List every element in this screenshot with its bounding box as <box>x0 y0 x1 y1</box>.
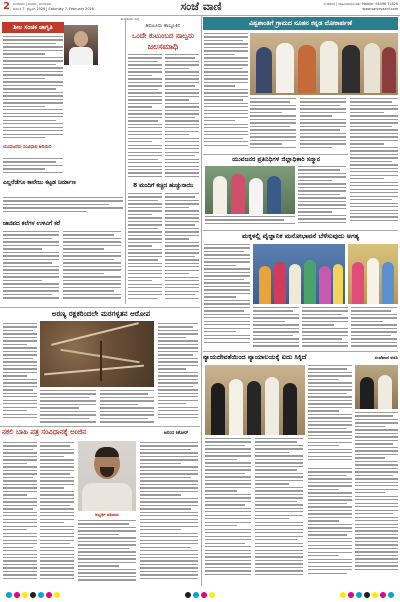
right-story4-kicker: ಸಂಜೆವಾಣಿ ವರದಿ <box>374 355 398 360</box>
portrait-photo <box>64 25 98 65</box>
left-body-text-4 <box>3 231 59 305</box>
print-registration-bar <box>0 588 400 602</box>
bottom-story-byline: ಅನಂದ ಕಿಶೋರ್ <box>164 431 189 436</box>
left-subhead-1 <box>3 145 63 151</box>
wide-body-text-4 <box>100 390 154 424</box>
bottom-body-text-2 <box>40 442 74 582</box>
website-line: www.sanjevaani.com <box>362 7 398 11</box>
students-photo <box>253 244 345 304</box>
wide-body-text-2 <box>158 323 198 423</box>
right-banner-text: ವಿಶ್ವಶಾಂತಿಗೆ ಗ್ರಾಮದ ನೂತನ ಕನ್ನಡ ಲೋಕಾರ್ಪಣೆ <box>249 19 352 27</box>
middle-body-text-4 <box>165 193 199 305</box>
date-line: ದಿನಾಂಕ 7, ಫೆಬ್ರವರಿ 2026 | Saturday 7, February 2026 <box>13 7 94 11</box>
right-body-text-9 <box>302 307 348 349</box>
right-banner <box>203 17 398 30</box>
center-divider <box>201 16 202 586</box>
registration-dots-left <box>6 592 60 598</box>
right-body-text-13 <box>255 438 303 582</box>
felicitation-photo <box>205 166 295 214</box>
right-body-text-15 <box>355 412 398 582</box>
right-body-text-3 <box>300 98 346 152</box>
court-photo-2 <box>355 365 398 409</box>
right-story2-headline: ಯುವಜನರ ಪ್ರತಿನಿಧಿಗಳ ಜಿಲ್ಲಾಧಿಕಾರಿ ಸನ್ಮಾನ <box>231 156 321 163</box>
right-body-text-6 <box>205 216 295 228</box>
forest-photo <box>40 321 154 387</box>
bottom-body-text-1 <box>3 442 37 582</box>
page-header <box>0 0 400 15</box>
page-number: 2 <box>3 1 10 12</box>
middle-body-text-3 <box>128 193 162 305</box>
right-body-text-10 <box>351 307 397 349</box>
wide-body-text-1 <box>3 323 37 423</box>
right-rule-2 <box>203 230 398 231</box>
right-rule-3 <box>203 351 398 352</box>
candidate-photo <box>78 441 136 511</box>
middle-body-text-1 <box>128 54 162 182</box>
section-label: ತುಮಕೂರು ಜಿಲ್ಲೆ <box>120 17 140 21</box>
bottom-story-rule <box>0 426 200 427</box>
middle-headline-line1: ಒಂದೇ ಕುಟುಂಬದ ನಾಲ್ವರು <box>131 32 195 40</box>
right-body-text-14 <box>308 468 352 582</box>
right-body-text-12 <box>205 438 251 582</box>
left-subhead-1-text: ಯುವಜನರು ಸಂವಿಧಾನ ಅರಿಯಿರಿ <box>3 145 52 150</box>
right-story4-headline: ನ್ಯಾಯದೇವತೆಯಿಂದ ನ್ಯಾಯಾಲಯಕ್ಕೆ ಐದು ಸಿಕ್ಕಿದೆ <box>203 353 307 361</box>
left-body-text-3 <box>3 197 123 217</box>
left-box-headline-text: ಶೀಲ ಸಂಚಕ ಜಾಗೃತಿ <box>13 23 53 31</box>
right-body-text-4 <box>350 98 398 228</box>
middle-headline-line2: ಜಲಸಮಾಧಿ <box>147 42 179 51</box>
col-divider-1 <box>125 18 126 304</box>
masthead: ಸಂಜೆ ವಾಣಿ <box>180 0 222 13</box>
middle-kicker: ತಿಪಟೂರು ತಾಲ್ಲೂಕಿನ <box>145 23 181 29</box>
right-body-text-8 <box>253 307 299 349</box>
contact-line: ಸಂಜೆವಾಣಿ | ಜಾಹೀರಾತು/ಸಂಪರ್ಕ Mobile: 94496 71620 <box>323 2 398 6</box>
girls-photo <box>348 244 398 304</box>
left-body-text-1 <box>3 36 63 144</box>
registration-dots-center <box>185 592 215 598</box>
edition-line: ಸಂಜೆವಾಣಿ | ಶನಿವಾರ, ಬೆಂಗಳೂರು <box>13 2 52 6</box>
wide-story-headline: ಅರಣ್ಯ ರಕ್ಷಕರಿಂದಲೇ ಮರಗಳ್ಳತನ ಆರೋಪ <box>51 309 151 318</box>
middle-body-text-2 <box>165 54 199 182</box>
inauguration-photo <box>250 33 398 95</box>
wide-body-text-3 <box>40 390 96 424</box>
bottom-body-text-4 <box>140 442 198 582</box>
registration-dots-right <box>340 592 394 598</box>
left-subhead-3-text: ಜಾನಪದ ಕಲೆಗಳ ಉಳಿವಿಗೆ ಕರೆ <box>3 221 61 227</box>
right-body-text-11 <box>308 365 352 465</box>
left-body-text-5 <box>63 231 121 305</box>
left-subhead-3 <box>3 221 123 228</box>
left-subhead-2-text: ಎಲ್ಲರೆಡೆಗೂ ಕಾಲೇಜು ಕಟ್ಟಡ ನಿರ್ಮಾಣ <box>3 180 76 186</box>
bottom-story-headline: ನಕಲಿ ಬಾಹಿ ಪತ್ರ ಸಂವಿಧಾನಕ್ಕೆ ಅಂಜಿನ <box>2 428 87 436</box>
middle-subhead: 8 ಮಂದಿಗೆ ಕಚ್ಚಿದ ಹುಚ್ಚುನಾಯಿ <box>133 183 193 189</box>
right-body-text-2 <box>250 98 296 152</box>
wide-story-rule <box>0 307 200 308</box>
right-body-text-5 <box>298 166 346 228</box>
left-box-headline <box>2 22 64 33</box>
left-subhead-2 <box>3 180 123 187</box>
header-divider <box>0 15 400 16</box>
court-photo <box>205 365 305 435</box>
right-body-text-1 <box>204 33 248 151</box>
right-story3-headline: ಮಕ್ಕಳಲ್ಲಿ ವೈಜ್ಞಾನಿಕ ಮನೋಭಾವನೆ ಬೆಳೆಸುವುದು ಅಗತ್ಯ <box>241 232 360 240</box>
candidate-caption: ಅಭ್ಯರ್ಥಿ ಪರಿಚಯ <box>95 512 119 517</box>
left-body-text-2 <box>3 158 63 176</box>
right-body-text-7 <box>204 244 250 348</box>
bottom-body-text-3 <box>78 520 136 582</box>
right-rule-1 <box>203 154 348 155</box>
